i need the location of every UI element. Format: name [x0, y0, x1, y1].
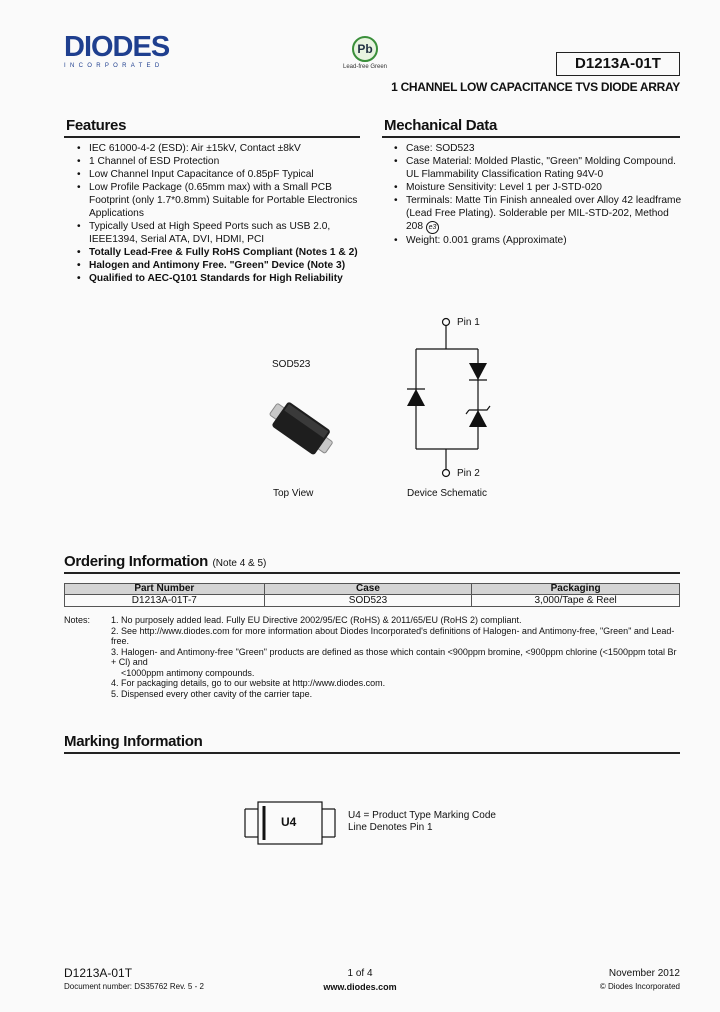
col-case: Case — [264, 584, 472, 595]
diodes-logo — [64, 32, 194, 72]
sod523-package-image — [260, 395, 340, 465]
notes-block — [64, 615, 680, 699]
ordering-title-note: (Note 4 & 5) — [212, 558, 267, 569]
list-item: • Low Channel Input Capacitance of 0.85pF Typical — [77, 168, 360, 181]
footer-part-number: D1213A-01T — [64, 966, 133, 980]
ordering-rule — [64, 572, 680, 574]
top-view-caption: Top View — [273, 488, 314, 499]
features-rule — [64, 136, 360, 138]
marking-desc-1: U4 = Product Type Marking Code — [348, 810, 496, 821]
schematic-caption: Device Schematic — [407, 488, 488, 499]
mechanical-rule — [382, 136, 680, 138]
list-item: • Totally Lead-Free & Fully RoHS Compliant (Notes 1 & 2) — [77, 246, 360, 259]
table-row — [65, 595, 680, 607]
package-label: SOD523 — [272, 359, 311, 370]
note-item: <1000ppm antimony compounds. — [121, 667, 255, 678]
device-schematic — [396, 312, 516, 487]
marking-code: U4 — [281, 815, 297, 829]
ordering-header-row — [65, 584, 680, 595]
notes-list — [111, 615, 680, 699]
pin1-label: Pin 1 — [457, 317, 480, 328]
note-item: 2. See http://www.diodes.com for more information about Diodes Incorporated's definitions of Halogen- and Antimony-free, "Green" and Lead-free. — [111, 625, 675, 646]
ordering-table — [64, 583, 680, 607]
cell-packaging: 3,000/Tape & Reel — [472, 595, 680, 607]
note-item: 4. For packaging details, go to our website at http://www.diodes.com. — [111, 678, 386, 688]
mechanical-title: Mechanical Data — [384, 117, 498, 134]
list-item: • Typically Used at High Speed Ports such as USB 2.0, IEEE1394, Serial ATA, DVI, HDMI, PCI — [77, 220, 360, 246]
notes-label: Notes: — [64, 615, 91, 625]
footer-doc-number: Document number: DS35762 Rev. 5 - 2 — [64, 982, 204, 991]
note-item: 1. No purposely added lead. Fully EU Directive 2002/95/EC (RoHS) & 2011/65/EU (RoHS 2) compliant. — [111, 615, 522, 625]
mechanical-list — [394, 142, 684, 247]
lead-free-badge — [340, 36, 390, 70]
features-list — [77, 142, 360, 285]
col-packaging: Packaging — [472, 584, 680, 595]
footer-copyright: © Diodes Incorporated — [599, 982, 680, 991]
part-number-box: D1213A-01T — [556, 52, 680, 76]
features-title: Features — [66, 117, 127, 134]
marking-rule — [64, 752, 680, 754]
list-item: • Weight: 0.001 grams (Approximate) — [394, 234, 684, 247]
marking-desc-2: Line Denotes Pin 1 — [348, 822, 433, 833]
ordering-title: Ordering Information — [64, 553, 209, 570]
pin2-label: Pin 2 — [457, 468, 480, 479]
list-item: • Qualified to AEC-Q101 Standards for High Reliability — [77, 272, 360, 285]
lead-free-icon: Pb — [352, 36, 378, 62]
footer-url[interactable]: www.diodes.com — [323, 982, 397, 992]
list-item: • 1 Channel of ESD Protection — [77, 155, 360, 168]
lead-free-label: Lead-free Green — [342, 64, 388, 70]
list-item: • Halogen and Antimony Free. "Green" Device (Note 3) — [77, 259, 360, 272]
footer-date: November 2012 — [608, 968, 680, 979]
list-item: • Low Profile Package (0.65mm max) with a Small PCB Footprint (only 1.7*0.8mm) Suitable for Portable Electronics Applications — [77, 181, 360, 220]
list-item: • Moisture Sensitivity: Level 1 per J-STD-020 — [394, 181, 684, 194]
list-item: • Case Material: Molded Plastic, "Green" Molding Compound. UL Flammability Classification Rating 94V-0 — [394, 155, 684, 181]
logo-subtext: INCORPORATED — [64, 63, 164, 69]
note-item: 3. Halogen- and Antimony-free "Green" products are defined as those which contain <900ppm bromine, <900ppm chlorine (<1500ppm total Br + Cl) and — [111, 646, 677, 667]
footer-page: 1 of 4 — [347, 968, 373, 979]
note-item: 5. Dispensed every other cavity of the carrier tape. — [111, 688, 313, 699]
col-part-number: Part Number — [65, 584, 265, 595]
list-item: • IEC 61000-4-2 (ESD): Air ±15kV, Contact ±8kV — [77, 142, 360, 155]
list-item: • Case: SOD523 — [394, 142, 684, 155]
logo-text: DIODES — [64, 31, 170, 63]
marking-title: Marking Information — [64, 733, 203, 750]
e3-mark-icon: e3 — [426, 221, 439, 234]
list-item: • Terminals: Matte Tin Finish annealed over Alloy 42 leadframe (Lead Free Plating). Solderable per MIL-STD-202, Method 208 e3 — [394, 194, 684, 234]
cell-case: SOD523 — [264, 595, 472, 607]
ordering-heading — [64, 553, 266, 571]
cell-part-number: D1213A-01T-7 — [65, 595, 265, 607]
document-subtitle: 1 CHANNEL LOW CAPACITANCE TVS DIODE ARRAY — [391, 80, 680, 94]
